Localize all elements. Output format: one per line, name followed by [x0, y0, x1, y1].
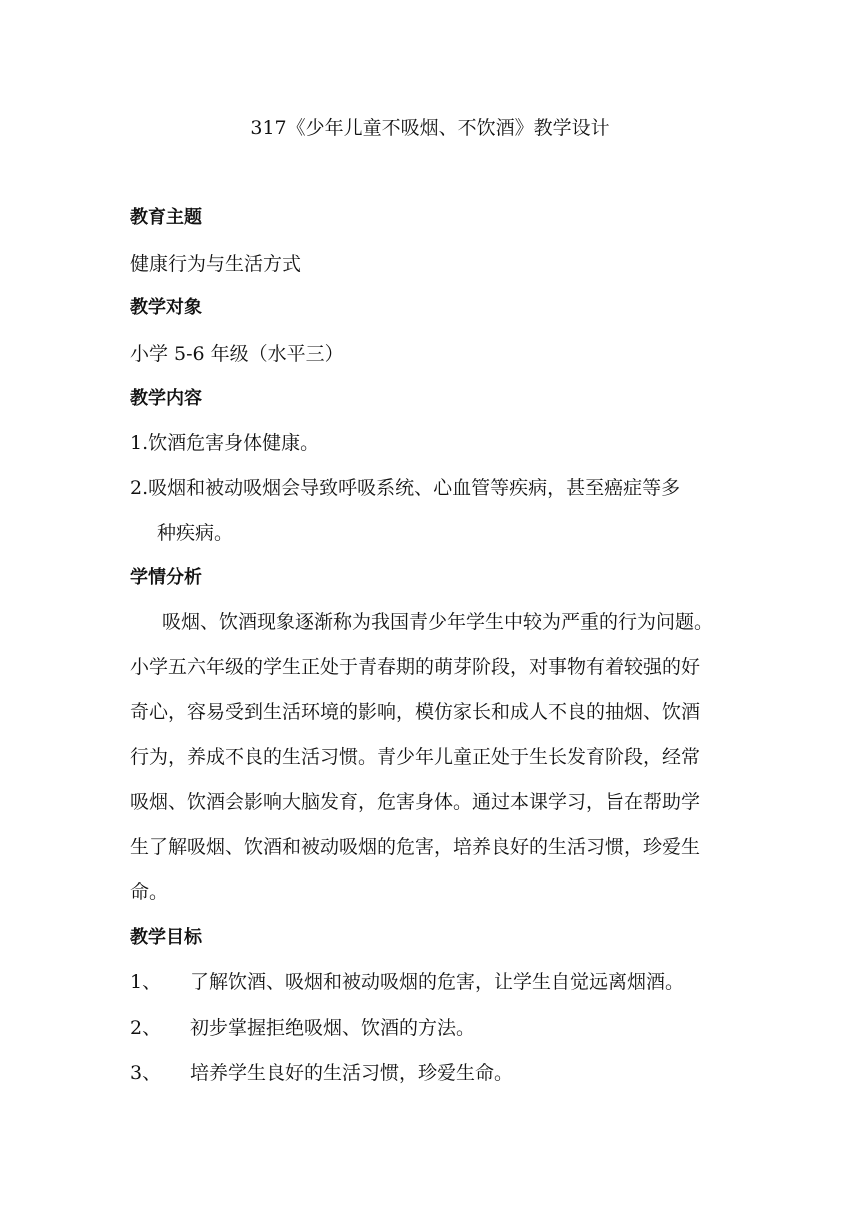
content-item-2-number: 2. — [130, 477, 149, 499]
goal-item-2-text: 初步掌握拒绝吸烟、饮酒的方法。 — [190, 1017, 476, 1039]
section-heading-content: 教学内容 — [130, 388, 202, 409]
content-item-2-continuation: 种疾病。 — [157, 522, 234, 544]
analysis-line-2: 小学五六年级的学生正处于青春期的萌芽阶段，对事物有着较强的好 — [130, 656, 701, 678]
section-heading-goals: 教学目标 — [130, 927, 202, 948]
goal-item-1-number: 1、 — [130, 971, 162, 993]
section-heading-audience: 教学对象 — [130, 297, 202, 318]
audience-content: 小学 5-6 年级（水平三） — [130, 343, 344, 365]
analysis-line-1: 吸烟、饮酒现象逐渐称为我国青少年学生中较为严重的行为问题。 — [162, 611, 714, 633]
analysis-line-3: 奇心，容易受到生活环境的影响，模仿家长和成人不良的抽烟、饮酒 — [130, 701, 701, 723]
goal-item-2 — [130, 1014, 730, 1042]
goal-item-3-number: 3、 — [130, 1062, 162, 1084]
content-item-1-number: 1. — [130, 432, 149, 454]
document-title: 317《少年儿童不吸烟、不饮酒》教学设计 — [250, 117, 610, 139]
content-item-2 — [130, 474, 730, 502]
content-item-1-text: 饮酒危害身体健康。 — [148, 432, 320, 454]
goal-item-3 — [130, 1059, 730, 1087]
analysis-line-5: 吸烟、饮酒会影响大脑发育，危害身体。通过本课学习，旨在帮助学 — [130, 791, 701, 813]
content-item-1 — [130, 429, 730, 457]
goal-item-3-text: 培养学生良好的生活习惯，珍爱生命。 — [190, 1062, 514, 1084]
goal-item-2-number: 2、 — [130, 1017, 162, 1039]
content-item-2-text: 吸烟和被动吸烟会导致呼吸系统、心血管等疾病，甚至癌症等多 — [148, 477, 681, 499]
analysis-line-6: 生了解吸烟、饮酒和被动吸烟的危害，培养良好的生活习惯，珍爱生 — [130, 836, 701, 858]
goal-item-1 — [130, 968, 730, 996]
analysis-line-7: 命。 — [130, 881, 169, 903]
section-heading-analysis: 学情分析 — [130, 567, 202, 588]
goal-item-1-text: 了解饮酒、吸烟和被动吸烟的危害，让学生自觉远离烟酒。 — [190, 971, 685, 993]
section-heading-theme: 教育主题 — [130, 207, 202, 228]
analysis-line-4: 行为，养成不良的生活习惯。青少年儿童正处于生长发育阶段，经常 — [130, 746, 701, 768]
theme-content: 健康行为与生活方式 — [130, 253, 302, 275]
